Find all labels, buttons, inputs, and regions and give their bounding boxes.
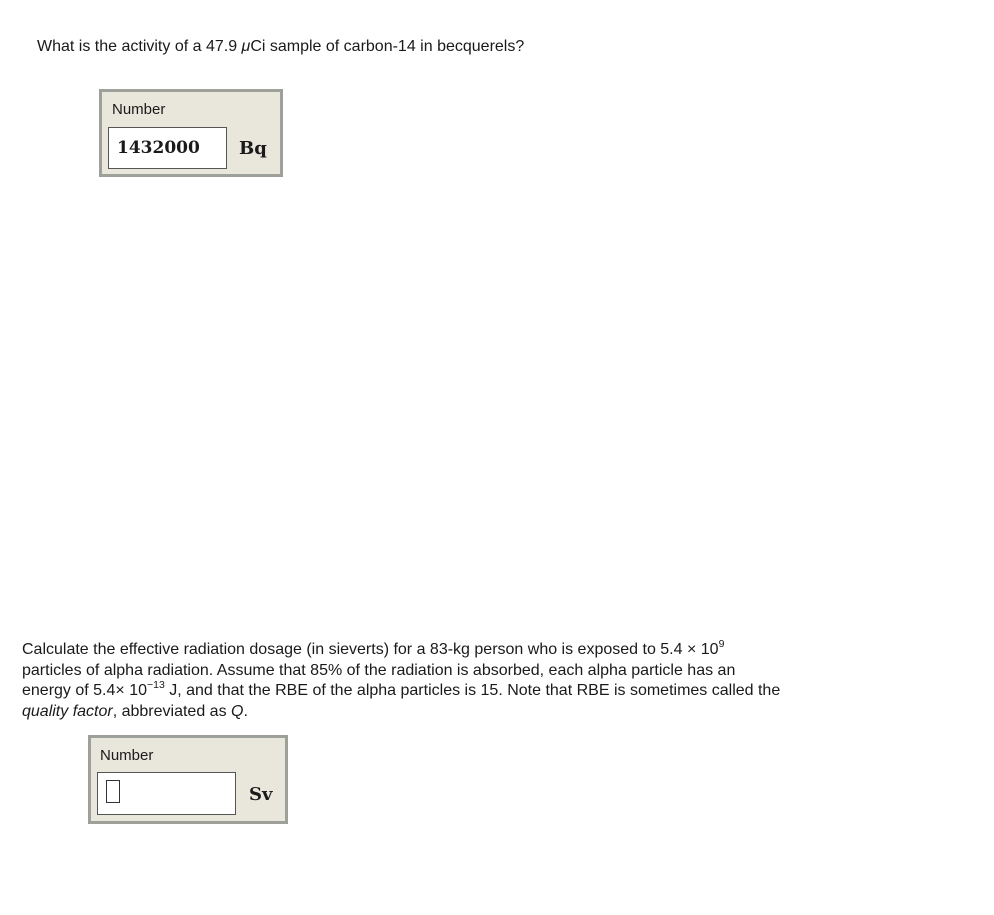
answer-label-1: Number bbox=[112, 101, 166, 118]
text-cursor-icon bbox=[106, 780, 120, 803]
q-symbol: Q bbox=[231, 702, 244, 720]
unit-label-sv: Sv bbox=[249, 784, 273, 805]
question-1-suffix: Ci sample of carbon-14 in becquerels? bbox=[250, 38, 525, 55]
answer-box-1 bbox=[99, 89, 283, 177]
answer-box-2 bbox=[88, 735, 288, 824]
question-2-line-3-start: energy of 5.4× 10 bbox=[22, 682, 147, 699]
activity-answer-input[interactable]: 1432000 bbox=[108, 127, 227, 169]
question-2-line-3 bbox=[22, 681, 942, 702]
question-1-prefix: What is the activity of a 47.9 bbox=[37, 38, 242, 55]
question-2-line-2: particles of alpha radiation. Assume that 85% of the radiation is absorbed, each alpha particle has an bbox=[22, 661, 736, 679]
exponent-9: 9 bbox=[718, 638, 725, 650]
question-2-line-4-mid: , abbreviated as bbox=[112, 702, 232, 720]
question-2-line-1-text: Calculate the effective radiation dosage (in sieverts) for a 83-kg person who is exposed to 5.4 × 10 bbox=[22, 641, 719, 658]
question-2-line-3-end: J, and that the RBE of the alpha particles is 15. Note that RBE is sometimes called the bbox=[164, 682, 781, 699]
question-1-text bbox=[37, 37, 524, 57]
question-2-line-1 bbox=[22, 640, 942, 661]
micro-symbol: μ bbox=[241, 38, 251, 55]
answer-label-2: Number bbox=[100, 747, 154, 764]
exponent-minus-13: −13 bbox=[146, 679, 165, 691]
question-2-line-4 bbox=[22, 702, 942, 723]
quality-factor-term: quality factor bbox=[22, 702, 113, 720]
question-2-text bbox=[22, 640, 942, 722]
unit-label-bq: Bq bbox=[239, 138, 267, 159]
question-2-line-4-end: . bbox=[243, 702, 248, 720]
